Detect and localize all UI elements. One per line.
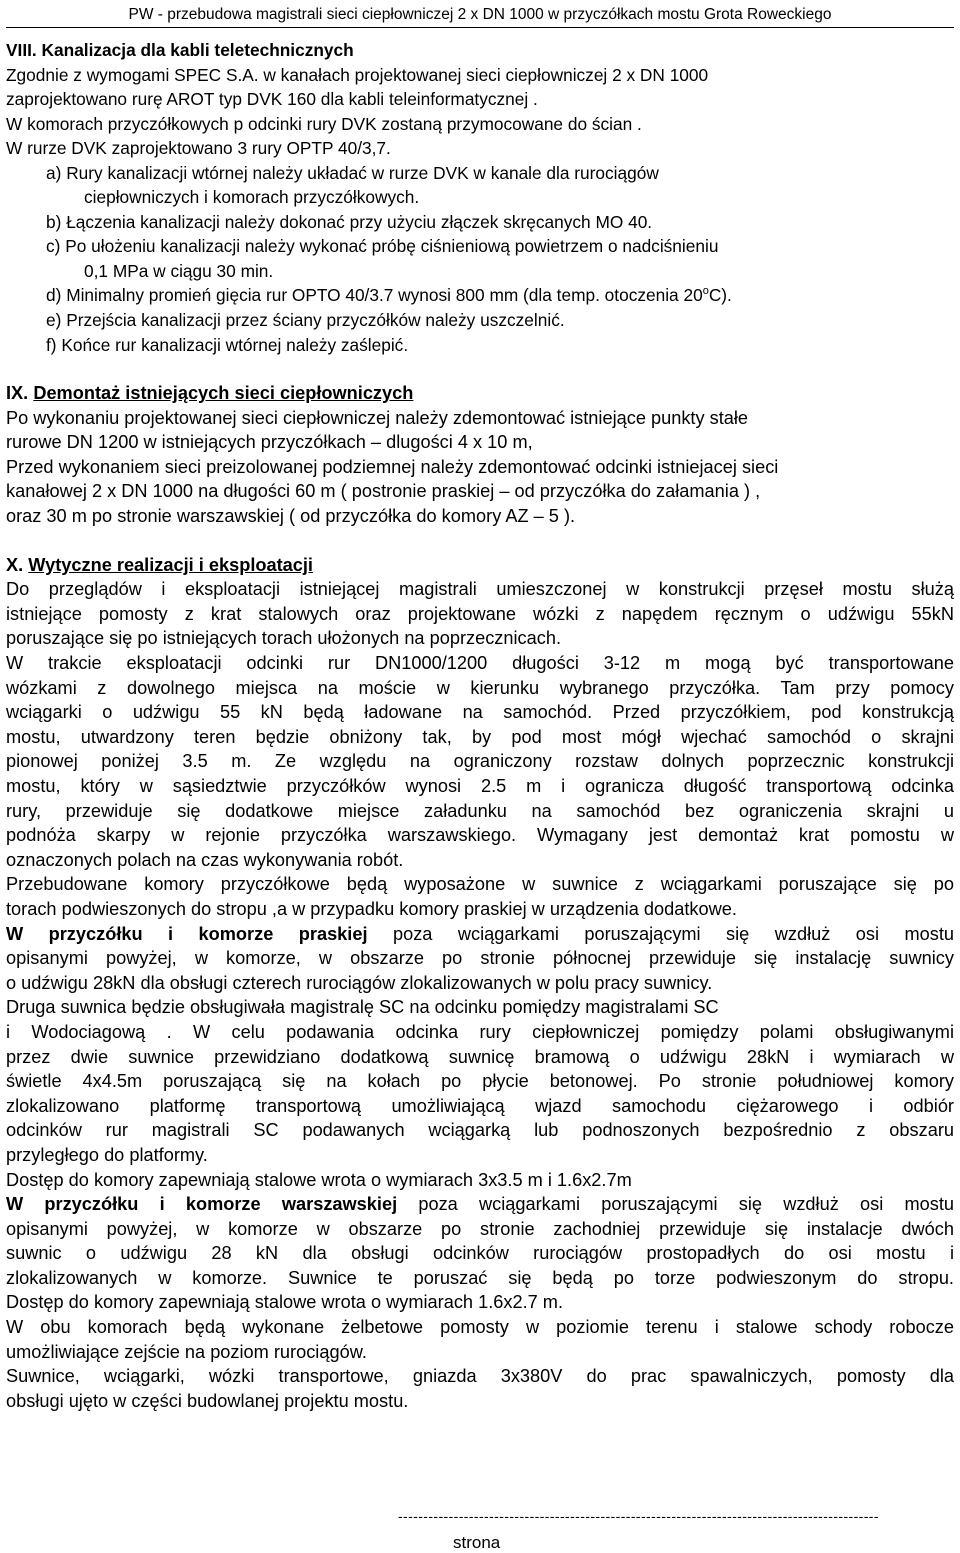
section-9-line: kanałowej 2 x DN 1000 na długości 60 m ( postronie praskiej – od przyczółka do załamania ) , [6,481,761,502]
paragraph-line: Suwnice, wciągarki, wózki transportowe, gniazda 3x380V do prac spawalniczych, pomosty dla [6,1366,954,1387]
section-8-intro-line: zaprojektowano rurę AROT typ DVK 160 dla kabli teleinformatycznej . [6,89,538,110]
section-9-number: IX. [6,383,29,404]
section-8-heading [6,38,954,63]
list-item-text-end: C). [708,285,732,306]
paragraph-line: przez dwie suwnice przewidziano dodatkową suwnicę bramową o udźwigu 28kN i wymiarach w [6,1046,954,1067]
paragraph-line: suwnic o udźwigu 28 kN dla obsługi odcinków rurociągów prostopadłych do osi mostu i [6,1243,954,1264]
paragraph-line: poruszające się po istniejących torach ułożonych na poprzecznicach. [6,628,562,649]
section-8-intro-line: Zgodnie z wymogami SPEC S.A. w kanałach projektowanej sieci ciepłowniczej 2 x DN 1000 [6,64,709,85]
list-item-text: Końce rur kanalizacji wtórnej należy zaślepić. [61,334,409,355]
section-9-line: rurowe DN 1200 w istniejących przyczółkach – dlugości 4 x 10 m, [6,432,533,453]
list-marker: c) [46,236,61,257]
section-10-title: Wytyczne realizacji i eksploatacji [28,554,313,575]
paragraph-line: oznaczonych polach na czas wykonywania robót. [6,849,404,870]
bold-lead-warsaw: W przyczółku i komorze warszawskiej [6,1194,398,1215]
paragraph-line: zlokalizowano platformę transportową umożliwiającą wjazd samochodu ciężarowego i odbiór [6,1095,954,1116]
footer-page-label: strona [453,1533,501,1552]
section-10-heading [6,553,954,578]
paragraph-line: opisanymi powyżej, w komorze w obszarze po stronie zachodniej przewiduje się instalacje dwóch [6,1218,954,1239]
list-item-e [6,308,954,333]
list-item-text: Minimalny promień gięcia rur OPTO 40/3.7 wynosi 800 mm (dla temp. otoczenia 20 [66,285,703,306]
bold-lead-praga: W przyczółku i komorze praskiej [6,923,368,944]
paragraph-line: Do przeglądów i eksploatacji istniejącej magistrali umieszczonej w konstrukcji przęseł mostu służą [6,579,954,600]
section-8-title: Kanalizacja dla kabli teletechnicznych [41,40,354,60]
page-header [6,3,954,28]
list-item-c [6,234,954,259]
list-item-d [6,283,954,308]
paragraph-line: zlokalizowanych w komorze. Suwnice te poruszać się będą po torze podwieszonym do stropu. [6,1267,954,1288]
paragraph-line: odcinków rur magistrali SC podawanych wciągarką lub podnoszonych bezpośrednio z obszaru [6,1120,954,1141]
paragraph-line: przyległego do platformy. [6,1144,208,1165]
list-item-f [6,333,954,358]
section-9-line: Po wykonaniu projektowanej sieci ciepłowniczej należy zdemontować istniejące punkty stałe [6,407,749,428]
paragraph-line [6,922,954,947]
paragraph-line: podnóża skarpy w rejonie przyczółka warszawskiego. Wymagany jest demontaż krat pomostu w [6,825,954,846]
paragraph-line: istniejące pomosty z krat stalowych oraz projektowane wózki z napędem ręcznym o udźwigu 55kN [6,603,954,624]
list-marker: f) [46,334,57,355]
paragraph-line: W obu komorach będą wykonane żelbetowe pomosty w poziomie terenu i stalowe schody robocze [6,1317,954,1338]
paragraph-line: wciągarki o udźwigu 55 kN będą ładowane na samochód. Przed przyczółkiem, pod konstrukcją [6,702,954,723]
list-item-text: Rury kanalizacji wtórnej należy układać w rurze DVK w kanale dla rurociągów [66,162,659,183]
section-spacer [6,357,954,381]
list-item-c-continuation: 0,1 MPa w ciągu 30 min. [84,260,274,281]
paragraph-line: świetle 4x4.5m poruszającą się na kołach po płycie betonowej. Po stronie południowej komory [6,1071,954,1092]
paragraph-text: poza wciągarkami poruszającymi się wzdłuż osi mostu [367,923,954,944]
paragraph-line: mostu, utwardzony teren będzie obniżony tak, by pod most mógł wjechać samochód o skrajni [6,726,954,747]
section-9-title: Demontaż istniejących sieci ciepłowniczych [33,383,414,404]
list-marker: e) [46,310,62,331]
paragraph-line: Dostęp do komory zapewniają stalowe wrota o wymiarach 1.6x2.7 m. [6,1292,563,1313]
section-8-number: VIII. [6,40,37,60]
paragraph-line: W trakcie eksploatacji odcinki rur DN1000/1200 długości 3-12 m mogą być transportowane [6,653,954,674]
list-item-text: Przejścia kanalizacji przez ściany przyczółków należy uszczelnić. [66,310,565,331]
paragraph-line: Dostęp do komory zapewniają stalowe wrota o wymiarach 3x3.5 m i 1.6x2.7m [6,1169,632,1190]
paragraph-line: o udźwigu 28kN dla obsługi czterech rurociągów zlokalizowanych w polu pracy suwnicy. [6,972,713,993]
list-item-b [6,210,954,235]
paragraph-line: obsługi ujęto w części budowlanej projektu mostu. [6,1390,409,1411]
paragraph-line: wózkami z dowolnego miejsca na moście w kierunku wybranego przyczółka. Tam przy pomocy [6,677,954,698]
section-10-number: X. [6,554,24,575]
degree-superscript: o [702,285,709,298]
list-item-a [6,161,954,186]
paragraph-line: mostu, który w sąsiedztwie przyczółków wynosi 2.5 m i ogranicza długość transportową odcinka [6,776,954,797]
list-marker: b) [46,211,62,232]
header-title: PW - przebudowa magistrali sieci ciepłowniczej 2 x DN 1000 w przyczółkach mostu Grota Roweckiego [128,6,832,23]
paragraph-line: umożliwiające zejście na poziom rurociągów. [6,1341,367,1362]
paragraph-line: Druga suwnica będzie obsługiwała magistralę SC na odcinku pomiędzy magistralami SC [6,997,719,1018]
paragraph-line: i Wodociagową . W celu podawania odcinka rury ciepłowniczej pomiędzy polami obsługiwanymi [6,1021,954,1042]
document-body [6,38,954,1413]
paragraph-line: pionowej poniżej 3.5 m. Ze względu na ograniczony rozstaw dolnych poprzecznic konstrukcji [6,751,954,772]
list-item-text: Łączenia kanalizacji należy dokonać przy użyciu złączek skręcanych MO 40. [66,211,653,232]
footer-separator: ----------------------------------------------------------------------------------------------- [398,1508,879,1524]
section-9-line: Przed wykonaniem sieci preizolowanej podziemnej należy zdemontować odcinki istniejacej sieci [6,456,779,477]
paragraph-line [6,1192,954,1217]
paragraph-line: rury, przewiduje się dodatkowe miejsce załadunku na samochód bez ograniczenia skrajni u [6,800,954,821]
section-spacer [6,529,954,553]
section-8-intro-line: W rurze DVK zaprojektowano 3 rury OPTP 40/3,7. [6,138,391,159]
section-8-intro-line: W komorach przyczółkowych p odcinki rury DVK zostaną przymocowane do ścian . [6,113,642,134]
paragraph-line: Przebudowane komory przyczółkowe będą wyposażone w suwnice z wciągarkami poruszające się po [6,874,954,895]
paragraph-line: opisanymi powyżej, w komorze, w obszarze po stronie północnej przewiduje się instalację suwnicy [6,948,954,969]
list-marker: a) [46,162,62,183]
list-marker: d) [46,285,62,306]
section-9-line: oraz 30 m po stronie warszawskiej ( od przyczółka do komory AZ – 5 ). [6,506,576,527]
paragraph-line: torach podwieszonych do stropu ,a w przypadku komory praskiej w urządzenia dodatkowe. [6,898,737,919]
section-9-heading [6,381,954,406]
paragraph-text: poza wciągarkami poruszającymi się wzdłuż osi mostu [397,1194,954,1215]
list-item-a-continuation: ciepłowniczych i komorach przyczółkowych. [84,187,420,208]
list-item-text: Po ułożeniu kanalizacji należy wykonać próbę ciśnieniową powietrzem o nadciśnieniu [65,236,719,257]
